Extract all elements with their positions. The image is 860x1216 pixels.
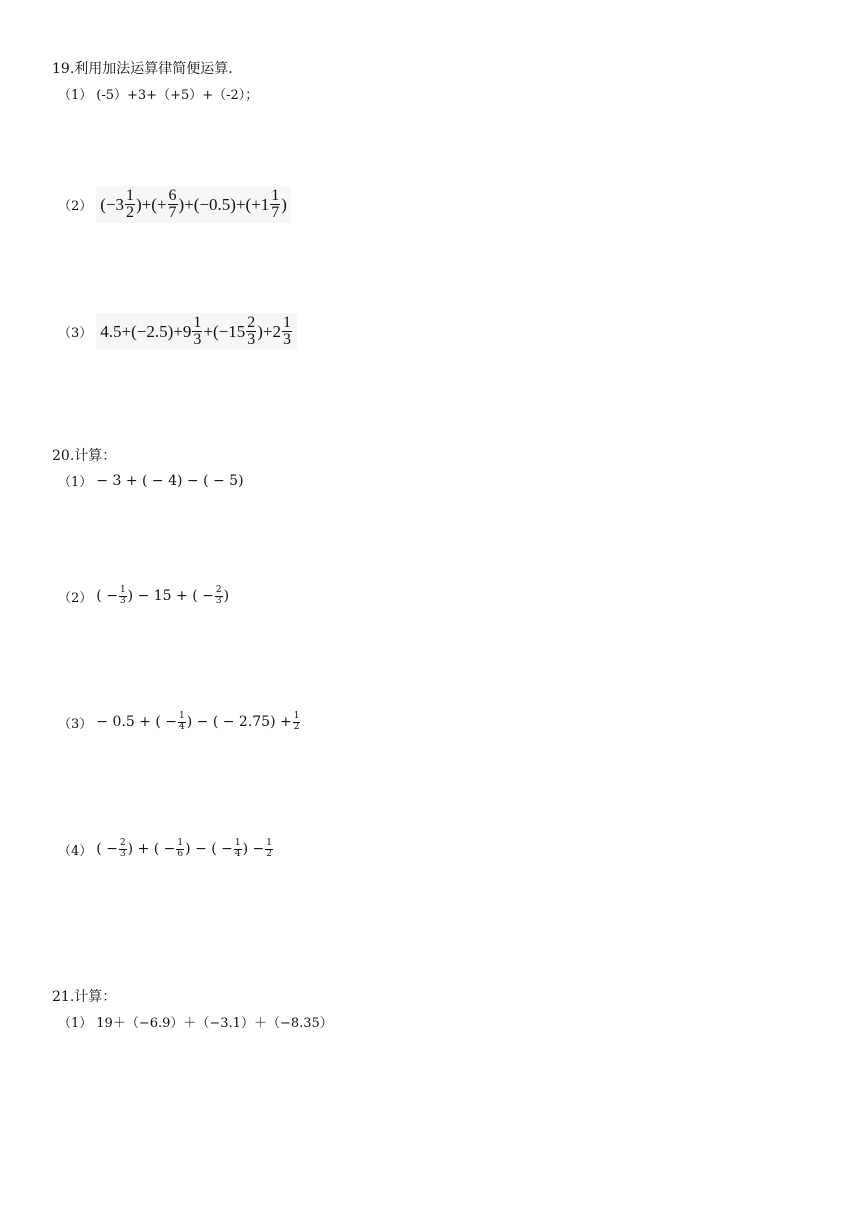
q19-item-3 [58, 313, 297, 350]
fraction [270, 188, 280, 221]
q20-item-4 [58, 839, 274, 859]
denominator: 7 [271, 204, 280, 221]
question-21-title: 21.计算： [52, 989, 117, 1005]
expression [96, 712, 301, 732]
expr-part: )+2 [257, 321, 281, 341]
q19-item-1 [58, 84, 258, 103]
item-number: （2） [58, 199, 93, 214]
expr-part: (−3 [100, 194, 125, 214]
expr-part: ) − ( − 2.75) + [186, 714, 292, 730]
q19-item-2 [58, 186, 291, 223]
expr-part: ( − [96, 841, 118, 857]
numerator: 1 [119, 585, 126, 595]
q20-item-1 [58, 471, 244, 490]
question-20-title: 20.计算： [52, 448, 117, 464]
denominator: 3 [119, 596, 126, 606]
expr-part: )+(+ [136, 194, 167, 214]
denominator: 2 [126, 204, 135, 221]
numerator: 1 [266, 838, 273, 848]
expr-part: ) + ( − [127, 841, 176, 857]
q21-item-1 [58, 1012, 333, 1031]
question-19-title: 19.利用加法运算律简便运算. [52, 61, 233, 77]
expr-part: ) − ( − [185, 841, 233, 857]
item-number: （1） [58, 475, 93, 490]
fraction [119, 839, 127, 859]
expr-part: ( − [96, 588, 118, 604]
numerator: 1 [234, 838, 241, 848]
expr-part: ) − [242, 841, 265, 857]
fraction [125, 188, 135, 221]
numerator: 6 [168, 187, 177, 204]
fraction [215, 586, 223, 606]
expr-part: − 0.5 + ( − [96, 714, 177, 730]
item-number: （1） [58, 1016, 93, 1031]
denominator: 3 [282, 331, 291, 348]
fraction [176, 839, 184, 859]
denominator: 3 [193, 331, 202, 348]
denominator: 2 [293, 722, 300, 732]
numerator: 2 [119, 838, 126, 848]
denominator: 2 [266, 849, 273, 859]
numerator: 1 [193, 314, 202, 331]
expression-image [96, 186, 291, 223]
fraction [192, 315, 202, 348]
expression: (-5）+3+（+5）+（-2）； [96, 88, 259, 103]
numerator: 2 [247, 314, 256, 331]
expr-part: ) [223, 588, 230, 604]
expr-part: +(−15 [203, 321, 246, 341]
fraction [246, 315, 256, 348]
expr-part: ) − 15 + ( − [127, 588, 214, 604]
fraction [178, 712, 186, 732]
expression-image [96, 313, 297, 350]
item-number: （3） [58, 716, 93, 732]
expression: 19＋（−6.9）＋（−3.1）＋（−8.35） [96, 1016, 333, 1031]
expr-part: ) [281, 194, 287, 214]
item-number: （3） [58, 326, 93, 341]
item-number: （2） [58, 590, 93, 606]
expr-part: )+(−0.5)+(+1 [178, 194, 270, 214]
expression: − 3 + ( − 4) − ( − 5) [96, 472, 244, 489]
denominator: 3 [215, 596, 222, 606]
q20-item-3 [58, 712, 301, 732]
numerator: 2 [215, 585, 222, 595]
item-number: （4） [58, 843, 93, 859]
denominator: 7 [168, 204, 177, 221]
fraction [293, 712, 301, 732]
denominator: 4 [234, 849, 241, 859]
fraction [119, 586, 127, 606]
q20-item-2 [58, 586, 229, 606]
denominator: 3 [247, 331, 256, 348]
fraction [265, 839, 273, 859]
expression [96, 586, 229, 606]
numerator: 1 [271, 187, 280, 204]
item-number: （1） [58, 88, 93, 103]
denominator: 3 [119, 849, 126, 859]
numerator: 1 [282, 314, 291, 331]
expr-part: 4.5+(−2.5)+9 [100, 321, 192, 341]
numerator: 1 [126, 187, 135, 204]
denominator: 4 [179, 722, 185, 732]
denominator: 6 [177, 849, 184, 859]
fraction [234, 839, 242, 859]
numerator: 1 [179, 711, 185, 721]
expression [96, 839, 274, 859]
fraction [282, 315, 292, 348]
numerator: 1 [293, 711, 300, 721]
fraction [168, 188, 178, 221]
numerator: 1 [177, 838, 184, 848]
